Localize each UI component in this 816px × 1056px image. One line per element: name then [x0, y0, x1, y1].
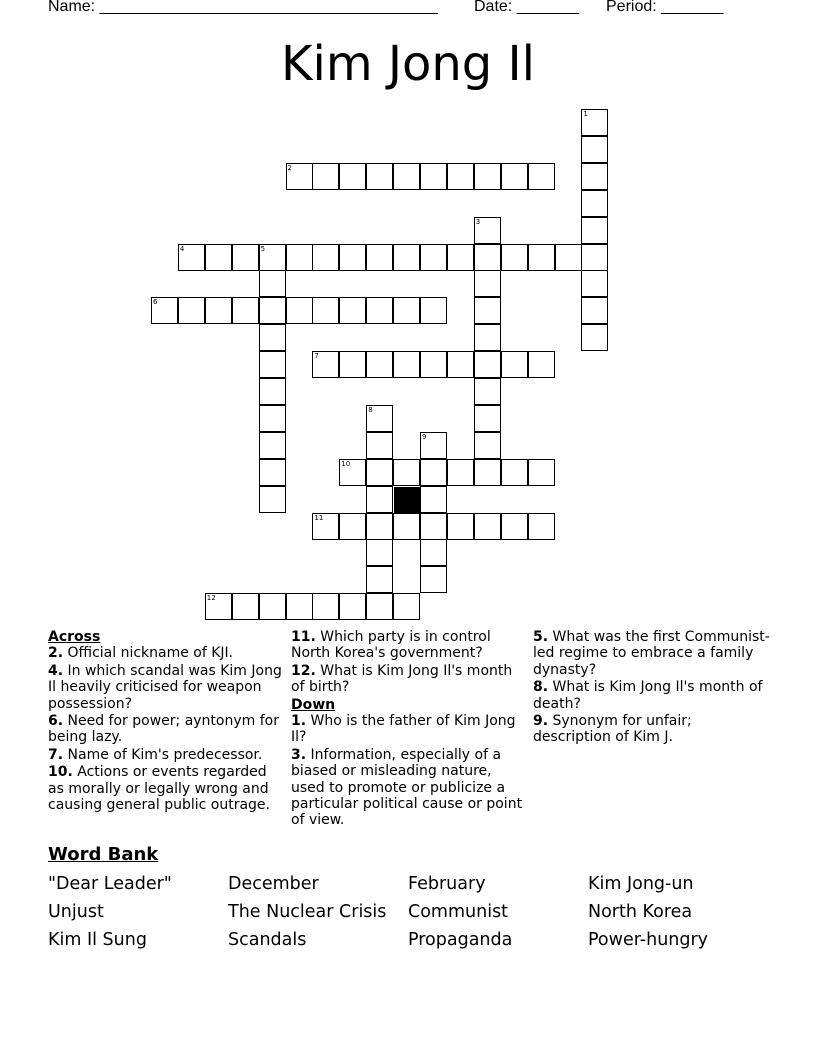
grid-cell[interactable] [501, 459, 528, 486]
grid-cell[interactable] [366, 593, 393, 620]
clues-column-1 [48, 629, 283, 814]
grid-cell[interactable] [420, 297, 447, 324]
grid-clue-number: 6 [153, 298, 158, 307]
grid-cell[interactable] [178, 244, 205, 271]
clue-across-11: 11. Which party is in control North Korea's government? [291, 629, 491, 662]
grid-cell[interactable] [312, 351, 339, 378]
grid-cell[interactable] [366, 351, 393, 378]
grid-cell[interactable] [420, 513, 447, 540]
grid-cell[interactable] [474, 513, 501, 540]
grid-cell[interactable] [259, 351, 286, 378]
word-bank-item: Kim Jong-un [588, 874, 694, 894]
grid-cell[interactable] [474, 163, 501, 190]
grid-cell[interactable] [581, 217, 608, 244]
grid-cell[interactable] [259, 244, 286, 271]
word-bank-item: Propaganda [408, 930, 513, 950]
grid-cell[interactable] [205, 593, 232, 620]
grid-cell[interactable] [447, 351, 474, 378]
grid-cell[interactable] [339, 163, 366, 190]
grid-cell[interactable] [581, 190, 608, 217]
grid-cell[interactable] [366, 486, 393, 513]
down-heading: Down [291, 696, 336, 713]
grid-cell[interactable] [474, 351, 501, 378]
word-bank-item: Power-hungry [588, 930, 709, 950]
grid-cell[interactable] [420, 539, 447, 566]
grid-cell[interactable] [420, 459, 447, 486]
grid-cell[interactable] [420, 432, 447, 459]
word-bank-item: Unjust [48, 902, 104, 922]
grid-cell[interactable] [259, 297, 286, 324]
grid-cell[interactable] [366, 459, 393, 486]
grid-cell[interactable] [420, 163, 447, 190]
clues-column-2 [291, 629, 523, 830]
word-bank-heading: Word Bank [48, 844, 159, 865]
grid-cell[interactable] [474, 244, 501, 271]
grid-clue-number: 4 [179, 244, 185, 253]
grid-cell[interactable] [312, 513, 339, 540]
grid-cell[interactable] [393, 297, 420, 324]
grid-cell[interactable] [366, 539, 393, 566]
grid-cell[interactable] [528, 513, 555, 540]
clue-down-1: 1. Who is the father of Kim Jong Il? [291, 713, 516, 746]
grid-cell[interactable] [366, 244, 393, 271]
period-field[interactable]: Period: _______ [606, 0, 724, 15]
grid-cell[interactable] [474, 297, 501, 324]
grid-cell[interactable] [339, 593, 366, 620]
grid-cell[interactable] [474, 270, 501, 297]
grid-cell[interactable] [581, 244, 608, 271]
grid-cell[interactable] [259, 486, 286, 513]
grid-cell[interactable] [339, 513, 366, 540]
grid-cell[interactable] [205, 244, 232, 271]
grid-cell[interactable] [474, 217, 501, 244]
word-bank-item: February [408, 874, 486, 894]
grid-clue-number: 2 [287, 163, 292, 172]
word-bank-item: North Korea [588, 902, 693, 922]
grid-cell[interactable] [339, 351, 366, 378]
grid-cell[interactable] [474, 459, 501, 486]
grid-cell[interactable] [205, 297, 232, 324]
grid-cell[interactable] [286, 297, 313, 324]
grid-clue-number: 12 [206, 594, 216, 603]
grid-cell[interactable] [581, 109, 608, 136]
clue-down-8: 8. What is Kim Jong Il's month of death? [533, 679, 763, 712]
grid-cell[interactable] [286, 163, 313, 190]
grid-cell[interactable] [555, 244, 582, 271]
grid-black-square [394, 487, 421, 514]
grid-cell[interactable] [528, 244, 555, 271]
grid-cell[interactable] [474, 405, 501, 432]
word-bank-item: "Dear Leader" [48, 874, 172, 894]
grid-cell[interactable] [420, 351, 447, 378]
grid-cell[interactable] [339, 244, 366, 271]
grid-cell[interactable] [366, 513, 393, 540]
grid-clue-number: 3 [475, 217, 481, 226]
word-bank-item: Kim Il Sung [48, 930, 147, 950]
grid-cell[interactable] [366, 405, 393, 432]
grid-cell[interactable] [232, 244, 259, 271]
grid-cell[interactable] [339, 297, 366, 324]
grid-cell[interactable] [259, 593, 286, 620]
grid-cell[interactable] [366, 432, 393, 459]
clue-across-10: 10. Actions or events regarded as morally or legally wrong and causing general public outrage. [48, 764, 270, 814]
grid-cell[interactable] [393, 351, 420, 378]
grid-cell[interactable] [232, 297, 259, 324]
grid-cell[interactable] [312, 297, 339, 324]
grid-cell[interactable] [286, 244, 313, 271]
word-bank-item: December [228, 874, 319, 894]
grid-cell[interactable] [420, 244, 447, 271]
grid-cell[interactable] [447, 459, 474, 486]
grid-cell[interactable] [528, 351, 555, 378]
grid-cell[interactable] [393, 459, 420, 486]
grid-cell[interactable] [151, 297, 178, 324]
grid-cell[interactable] [232, 593, 259, 620]
grid-cell[interactable] [447, 244, 474, 271]
word-bank-item: Scandals [228, 930, 307, 950]
grid-cell[interactable] [474, 378, 501, 405]
grid-cell[interactable] [501, 244, 528, 271]
clue-down-3: 3. Information, especially of a biased or misleading nature, used to promote or publicize a particular political cause or point of view. [291, 746, 523, 829]
grid-cell[interactable] [501, 351, 528, 378]
grid-cell[interactable] [420, 566, 447, 593]
clue-across-7: 7. Name of Kim's predecessor. [48, 746, 263, 763]
page-title: Kim Jong Il [281, 36, 535, 92]
grid-cell[interactable] [528, 459, 555, 486]
grid-cell[interactable] [581, 297, 608, 324]
clue-across-6: 6. Need for power; ayntonym for being lazy. [48, 713, 279, 746]
across-heading: Across [48, 629, 101, 645]
grid-cell[interactable] [259, 432, 286, 459]
grid-clue-number: 8 [368, 405, 373, 414]
grid-cell[interactable] [393, 513, 420, 540]
grid-cell[interactable] [259, 270, 286, 297]
grid-clue-number: 7 [314, 352, 319, 361]
grid-cell[interactable] [286, 593, 313, 620]
word-bank-item: Communist [408, 902, 509, 922]
grid-clue-number: 9 [422, 432, 427, 441]
date-field[interactable]: Date: _______ [474, 0, 579, 15]
grid-cell[interactable] [528, 163, 555, 190]
grid-clue-number: 10 [341, 459, 351, 468]
grid-cell[interactable] [501, 163, 528, 190]
clue-down-9: 9. Synonym for unfair; description of Kim J. [533, 713, 692, 746]
grid-cell[interactable] [581, 136, 608, 163]
grid-cell[interactable] [312, 163, 339, 190]
grid-cell[interactable] [339, 459, 366, 486]
grid-cell[interactable] [312, 593, 339, 620]
grid-cell[interactable] [581, 163, 608, 190]
grid-cell[interactable] [474, 432, 501, 459]
clue-across-2: 2. Official nickname of KJI. [48, 645, 234, 662]
name-field[interactable]: Name: ______________________________________ [48, 0, 438, 15]
grid-cell[interactable] [447, 513, 474, 540]
grid-cell[interactable] [393, 244, 420, 271]
grid-clue-number: 11 [314, 513, 324, 522]
grid-cell[interactable] [474, 324, 501, 351]
grid-clue-number: 5 [260, 244, 266, 253]
grid-cell[interactable] [366, 297, 393, 324]
grid-cell[interactable] [366, 566, 393, 593]
clues-column-3 [533, 629, 773, 747]
clue-down-5: 5. What was the first Communist-led regime to embrace a family dynasty? [533, 629, 770, 678]
grid-cell[interactable] [420, 486, 447, 513]
grid-cell[interactable] [581, 270, 608, 297]
grid-cell[interactable] [259, 324, 286, 351]
grid-cell[interactable] [178, 297, 205, 324]
grid-cell[interactable] [581, 324, 608, 351]
grid-cell[interactable] [393, 163, 420, 190]
grid-clue-number: 1 [583, 110, 588, 118]
grid-cell[interactable] [259, 459, 286, 486]
clue-across-12: 12. What is Kim Jong Il's month of birth? [291, 662, 513, 696]
grid-cell[interactable] [501, 513, 528, 540]
grid-cell[interactable] [312, 244, 339, 271]
clue-across-4: 4. In which scandal was Kim Jong Il heavily criticised for weapon possession? [48, 662, 282, 712]
word-bank-item: The Nuclear Crisis [228, 902, 387, 922]
grid-cell[interactable] [366, 163, 393, 190]
grid-cell[interactable] [259, 378, 286, 405]
grid-cell[interactable] [259, 405, 286, 432]
grid-cell[interactable] [447, 163, 474, 190]
grid-cell[interactable] [393, 593, 420, 620]
